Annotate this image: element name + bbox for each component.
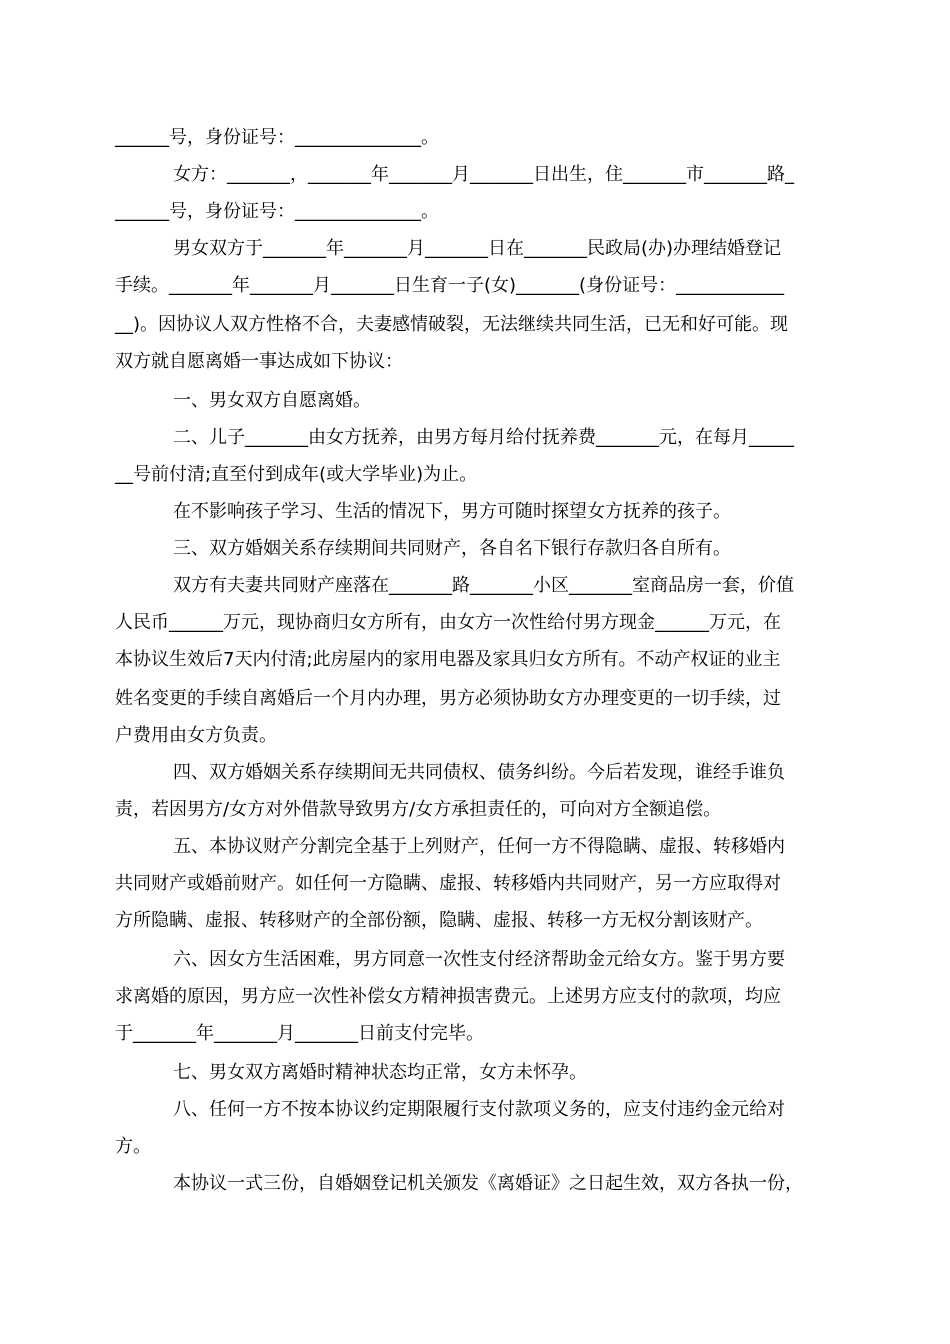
document-page: ______号，身份证号：______________。 女方：_______，_______年_______月_______日出生，住_______市_______路_ ______号，身份证号：______________。 男女双方于_______年_______月_______日在_______民政局(办)办理结婚登记 手续。_______年_______月_______日生育一子(女)_______(身份证号：____________ __)。因协议人双方性格不合，夫妻感情破裂，无法继续共同生活，已无和好可能。现 双方就自愿离婚一事达成如下协议： 一、男女双方自愿离婚。 二、儿子_______由女方抚养，由男方每月给付抚养费_______元，在每月_____ __号前付清;直至付到成年(或大学毕业)为止。 在不影响孩子学习、生活的情况下，男方可随时探望女方抚养的孩子。 三、双方婚姻关系存续期间共同财产，各自名下银行存款归各自所有。 双方有夫妻共同财产座落在_______路_______小区_______室商品房一套，价值 人民币______万元，现协商归女方所有，由女方一次性给付男方现金______万元，在 本协议生效后7天内付清;此房屋内的家用电器及家具归女方所有。不动产权证的业主 姓名变更的手续自离婚后一个月内办理，男方必须协助女方办理变更的一切手续，过 户费用由女方负责。 四、双方婚姻关系存续期间无共同债权、债务纠纷。今后若发现，谁经手谁负 责，若因男方/女方对外借款导致男方/女方承担责任的，可向对方全额追偿。 五、本协议财产分割完全基于上列财产，任何一方不得隐瞒、虚报、转移婚内 共同财产或婚前财产。如任何一方隐瞒、虚报、转移婚内共同财产，另一方应取得对 方所隐瞒、虚报、转移财产的全部份额，隐瞒、虚报、转移一方无权分割该财产。 六、因女方生活困难，男方同意一次性支付经济帮助金元给女方。鉴于男方要 求离婚的原因，男方应一次性补偿女方精神损害费元。上述男方应支付的款项，均应 于_______年_______月_______日前支付完毕。 七、男女双方离婚时精神状态均正常，女方未怀孕。 八、任何一方不按本协议约定期限履行支付款项义务的，应支付违约金元给对 方。 本协议一式三份，自婚姻登记机关颁发《离婚证》之日起生效，双方各执一份， [115, 127, 803, 1194]
